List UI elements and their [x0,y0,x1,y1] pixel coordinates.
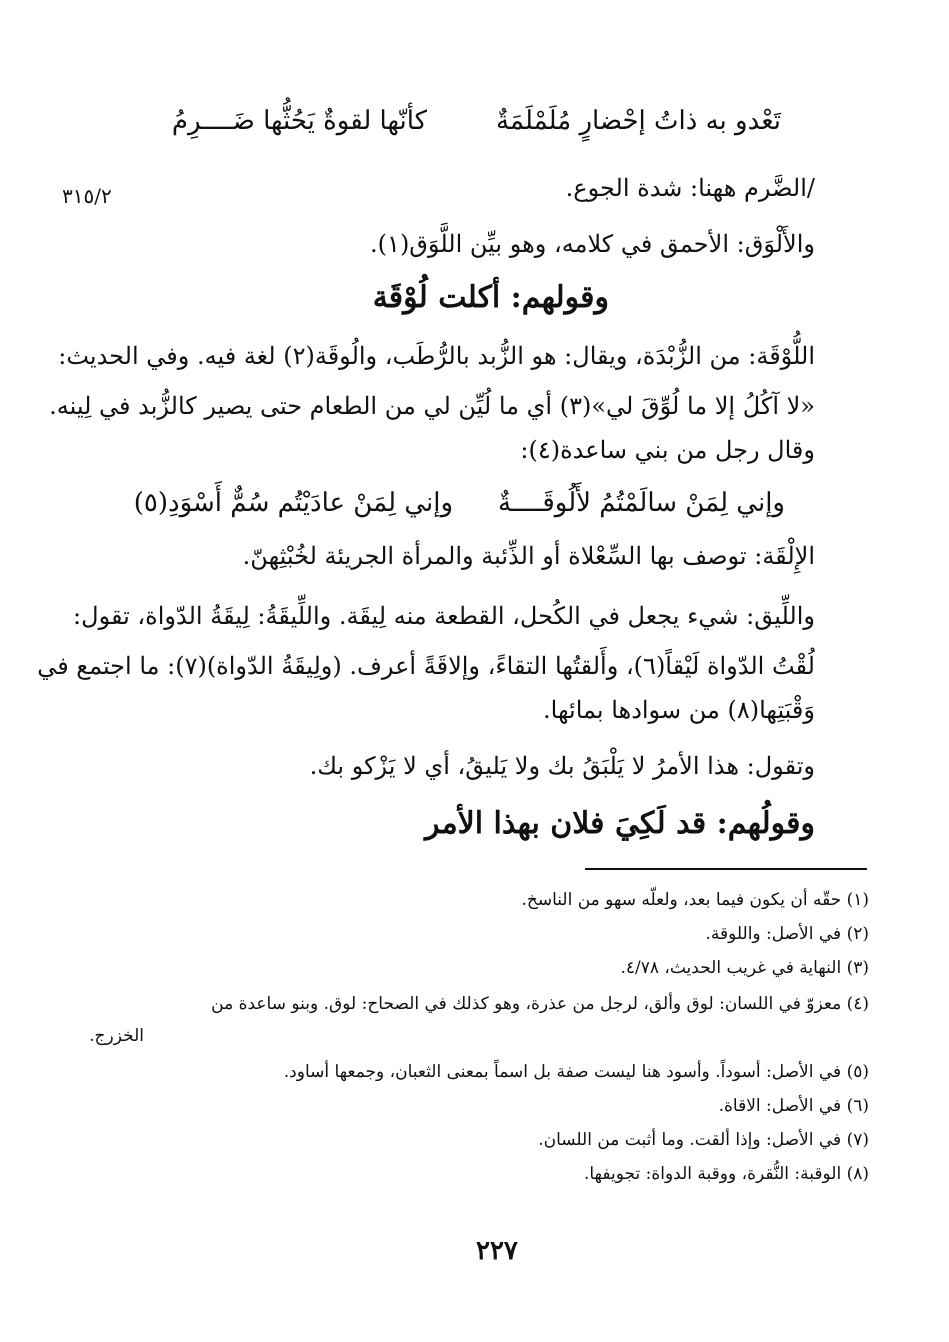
poem2-hemistich-right: وإني لِمَنْ سالَمْتُمُ لأَلُوقَــــةٌ [497,488,785,518]
margin-reference: ٣١٥/٢ [62,184,112,208]
poem1-hemistich-left: كأنّها لقوةٌ يَحُثُّها ضَــــرِمُ [171,106,427,136]
definition-line: والأَلْوَق: الأحمق في كلامه، وهو بيِّن اللَّوَق(١). [370,230,815,258]
gloss-line: /الضَّرم ههنا: شدة الجوع. [565,174,815,202]
footnote: (٦) في الأصل: الاقاة. [718,1096,869,1116]
paragraph-line: لُقْتُ الدّواة لَيْقاً(٦)، وأَلقتُها التقاءً، وإلاقَةً أعرف. (ولِيقَةُ الدّواة)(٧): ما اجتمع في [37,652,815,680]
footnote: (٨) الوقبة: النُّقرة، ووقبة الدواة: تجويفها. [583,1164,869,1184]
footnote-continuation: الخزرج. [89,1026,144,1046]
footnote: (٣) النهاية في غريب الحديث، ٤/٧٨. [620,958,869,978]
page-number: ٢٢٧ [476,1236,518,1266]
footnote-separator [585,868,867,870]
paragraph-line: اللُّوْقَة: من الزُّبْدَة، ويقال: هو الزُّبد بالرُّطَب، والُوقَة(٢) لغة فيه. وفي الحديث: [58,342,815,370]
section-heading: وقولهم: أكلت لُوْقَة [372,280,609,315]
poem2-hemistich-left: وإني لِمَنْ عادَيْتُم سُمٌّ أَسْوَدِ(٥) [133,488,453,518]
footnote: (١) حقّه أن يكون فيما بعد، ولعلّه سهو من الناسخ. [521,890,869,910]
paragraph-line: واللِّيق: شيء يجعل في الكُحل، القطعة منه لِيقَة. واللِّيقَةُ: لِيقَةُ الدّواة، تقول: [73,602,815,630]
paragraph-line: الإِلْقَة: توصف بها السِّعْلاة أو الذِّئبة والمرأة الجريئة لخُبْثِهنّ. [242,542,815,570]
paragraph-line: وَقْبَتِها(٨) من سوادها بمائها. [543,696,815,724]
footnote: (٧) في الأصل: وإذا ألقت. وما أثبت من اللسان. [538,1130,869,1150]
paragraph-line: «لا آكُلُ إلا ما لُوِّقَ لي»(٣) أي ما لُيِّن لي من الطعام حتى يصير كالزُّبد في لِينه. [49,392,815,420]
footnote: (٢) في الأصل: واللوقة. [705,924,869,944]
footnote: (٥) في الأصل: أسوداً. وأسود هنا ليست صفة بل اسماً بمعنى الثعبان، وجمعها أساود. [283,1062,869,1082]
paragraph-line: وقال رجل من بني ساعدة(٤): [520,436,815,464]
poem1-hemistich-right: تَعْدو به ذاتُ إحْضارٍ مُلَمْلَمَةٌ [496,106,781,136]
paragraph-line: وتقول: هذا الأمرُ لا يَلْبَقُ بك ولا يَليقُ، أي لا يَزْكو بك. [309,752,815,780]
section-heading: وقولُهم: قد لَكِيَ فلان بهذا الأمر [425,806,815,841]
footnote: (٤) معزوّ في اللسان: لوق وألق، لرجل من عذرة، وهو كذلك في الصحاح: لوق. وبنو ساعدة من [211,994,869,1014]
